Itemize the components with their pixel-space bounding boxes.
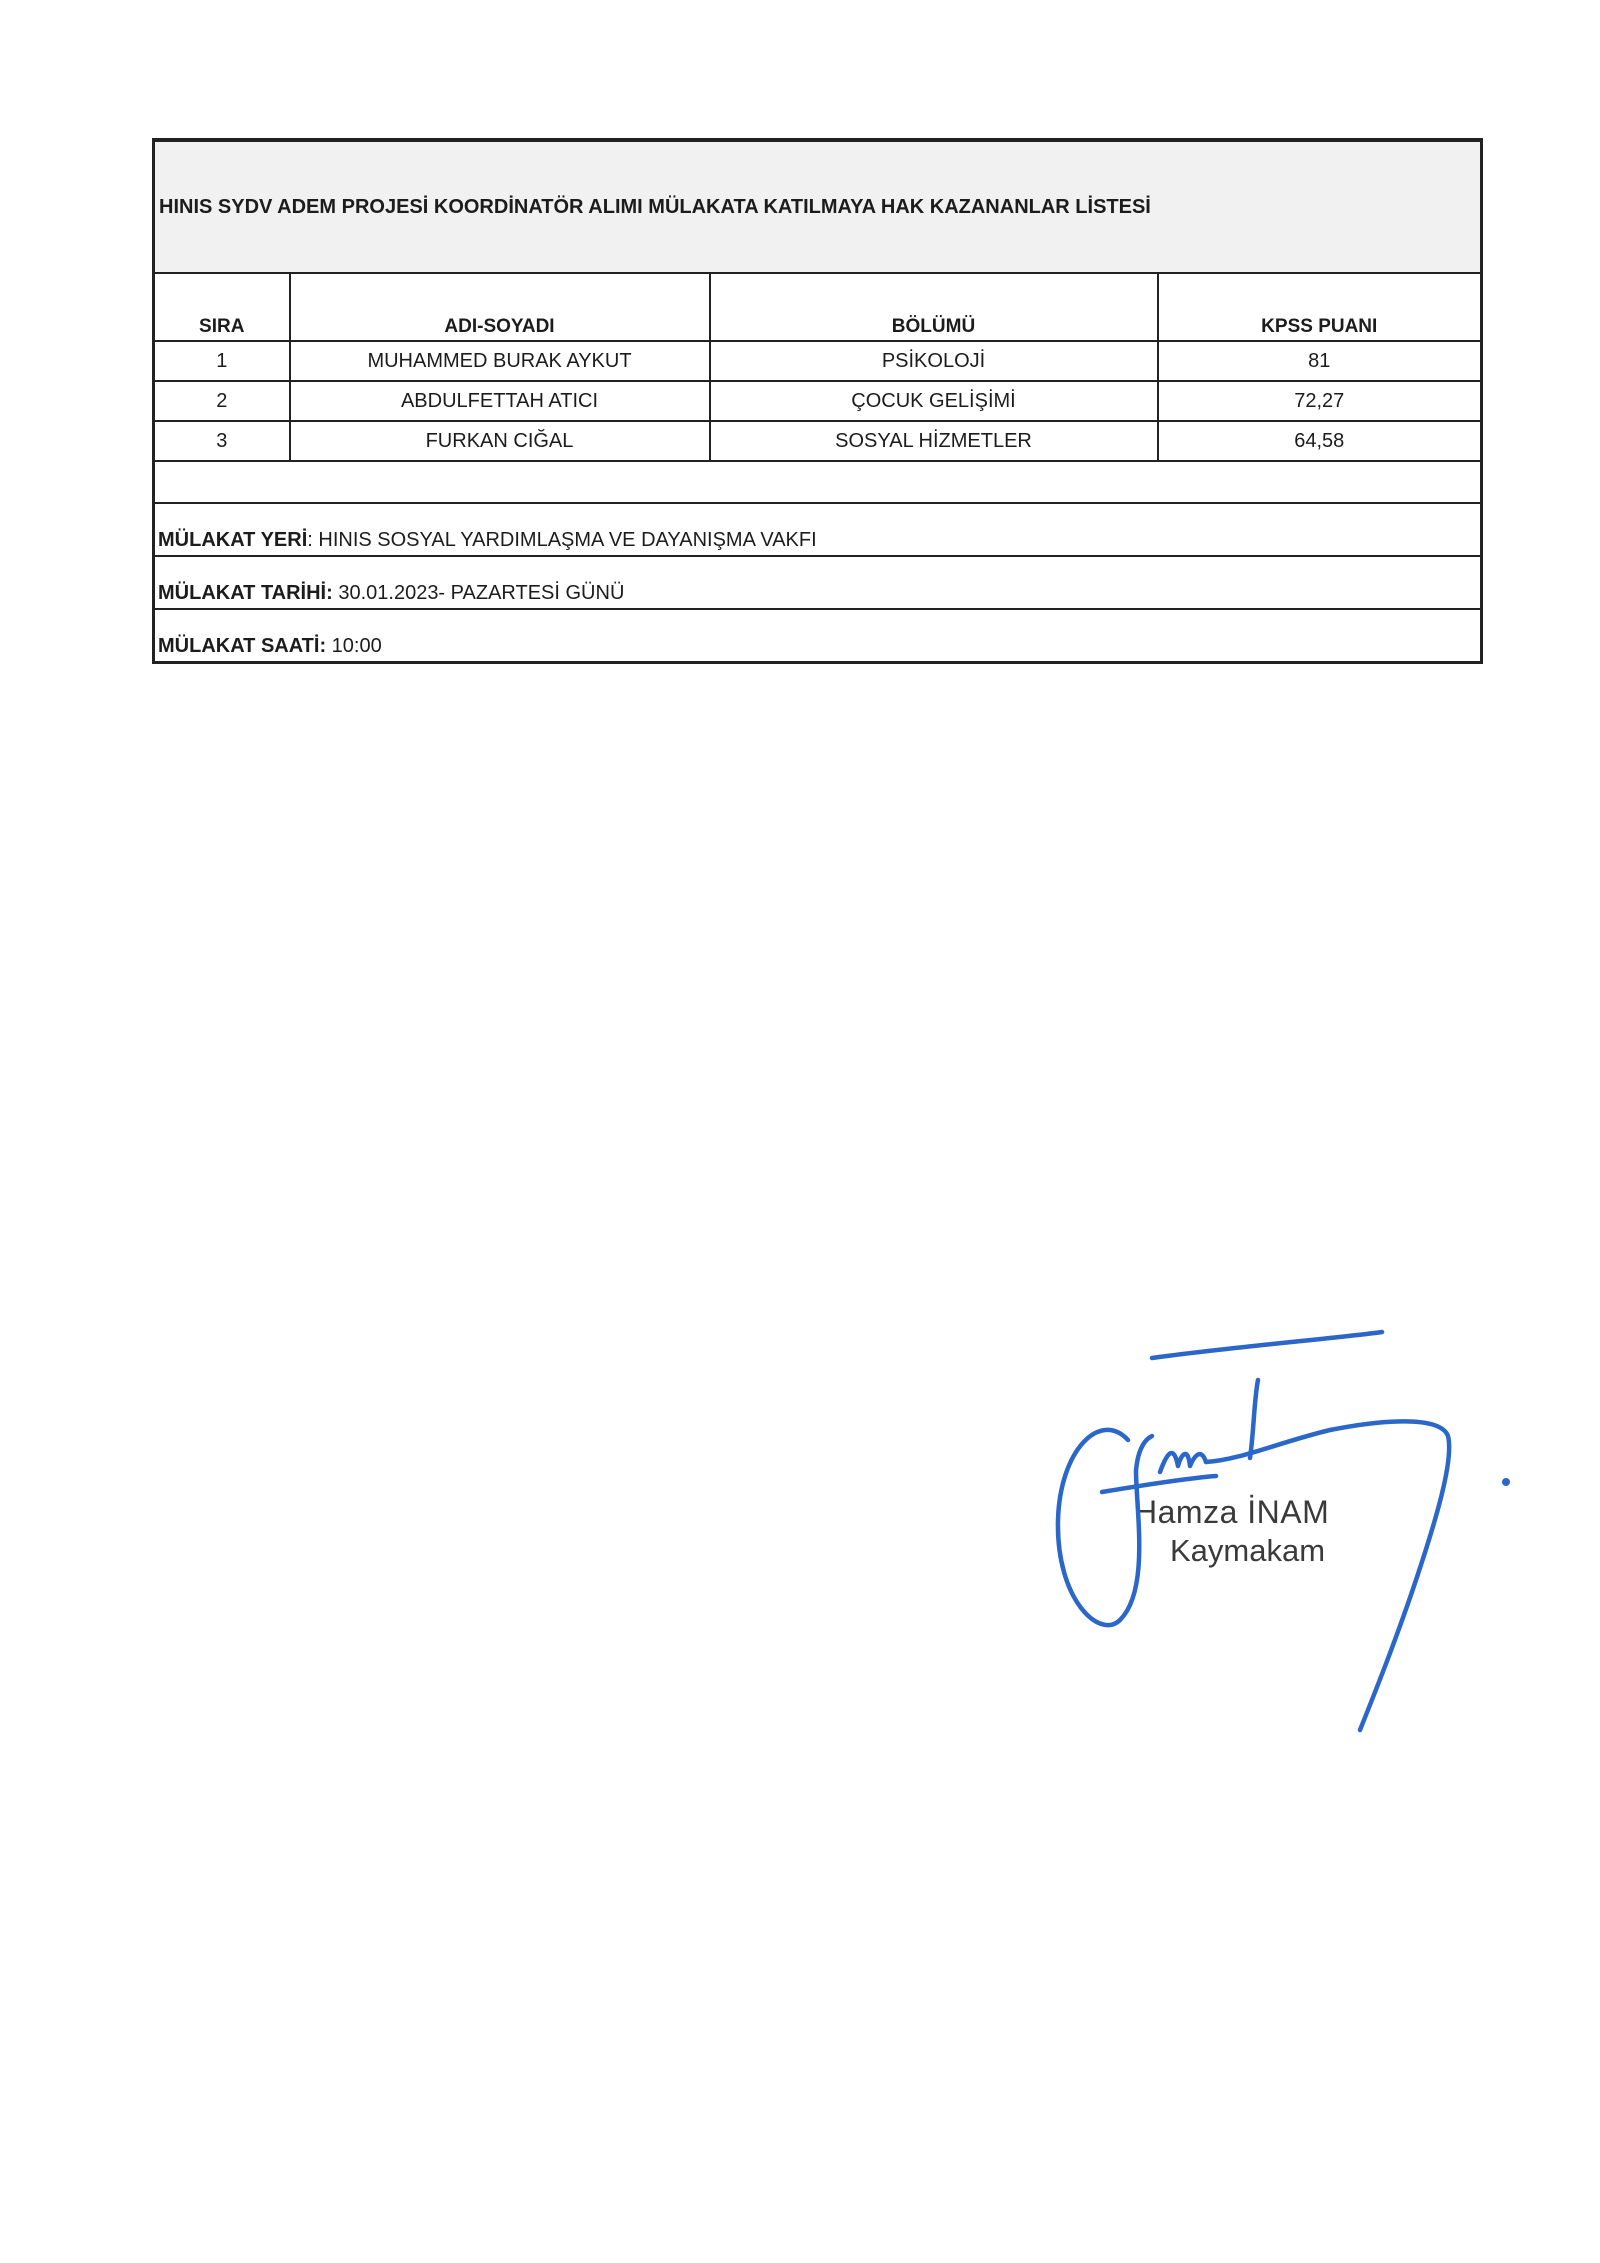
column-header-name: ADI-SOYADI bbox=[290, 273, 710, 341]
interview-time-cell bbox=[154, 609, 1482, 663]
interview-place-value: : HINIS SOSYAL YARDIMLAŞMA VE DAYANIŞMA VAKFI bbox=[307, 529, 817, 551]
interview-time-value: 10:00 bbox=[326, 635, 382, 657]
interview-place-cell bbox=[154, 503, 1482, 556]
ink-dot bbox=[1502, 1478, 1510, 1486]
interview-place-row bbox=[154, 503, 1482, 556]
table-row bbox=[154, 381, 1482, 421]
table-row bbox=[154, 341, 1482, 381]
interview-place-label: MÜLAKAT YERİ bbox=[158, 529, 308, 551]
candidate-list-table bbox=[152, 138, 1483, 664]
row-name: MUHAMMED BURAK AYKUT bbox=[290, 341, 710, 381]
handwritten-signature bbox=[1040, 1290, 1520, 1750]
interview-date-label: MÜLAKAT TARİHİ: bbox=[158, 582, 333, 604]
row-department: ÇOCUK GELİŞİMİ bbox=[710, 381, 1158, 421]
interview-date-row bbox=[154, 556, 1482, 609]
column-header-score: KPSS PUANI bbox=[1158, 273, 1482, 341]
interview-date-cell bbox=[154, 556, 1482, 609]
blank-cell bbox=[154, 461, 1482, 503]
row-sira: 2 bbox=[154, 381, 290, 421]
interview-time-row bbox=[154, 609, 1482, 663]
interview-date-value: 30.01.2023- PAZARTESİ GÜNÜ bbox=[332, 582, 625, 604]
column-header-sira: SIRA bbox=[154, 273, 290, 341]
signatory-title: Kaymakam bbox=[1170, 1533, 1326, 1568]
row-score: 81 bbox=[1158, 341, 1482, 381]
row-score: 72,27 bbox=[1158, 381, 1482, 421]
row-name: FURKAN CIĞAL bbox=[290, 421, 710, 461]
column-header-department: BÖLÜMÜ bbox=[710, 273, 1158, 341]
row-sira: 1 bbox=[154, 341, 290, 381]
interview-time-label: MÜLAKAT SAATİ: bbox=[158, 635, 327, 657]
row-score: 64,58 bbox=[1158, 421, 1482, 461]
row-department: PSİKOLOJİ bbox=[710, 341, 1158, 381]
table-row bbox=[154, 421, 1482, 461]
blank-row bbox=[154, 461, 1482, 503]
document-title: HINIS SYDV ADEM PROJESİ KOORDİNATÖR ALIMI MÜLAKATA KATILMAYA HAK KAZANANLAR LİSTESİ bbox=[154, 140, 1482, 273]
row-department: SOSYAL HİZMETLER bbox=[710, 421, 1158, 461]
signatory-name: Hamza İNAM bbox=[1134, 1494, 1330, 1530]
row-sira: 3 bbox=[154, 421, 290, 461]
table-header bbox=[154, 273, 1482, 341]
row-name: ABDULFETTAH ATICI bbox=[290, 381, 710, 421]
